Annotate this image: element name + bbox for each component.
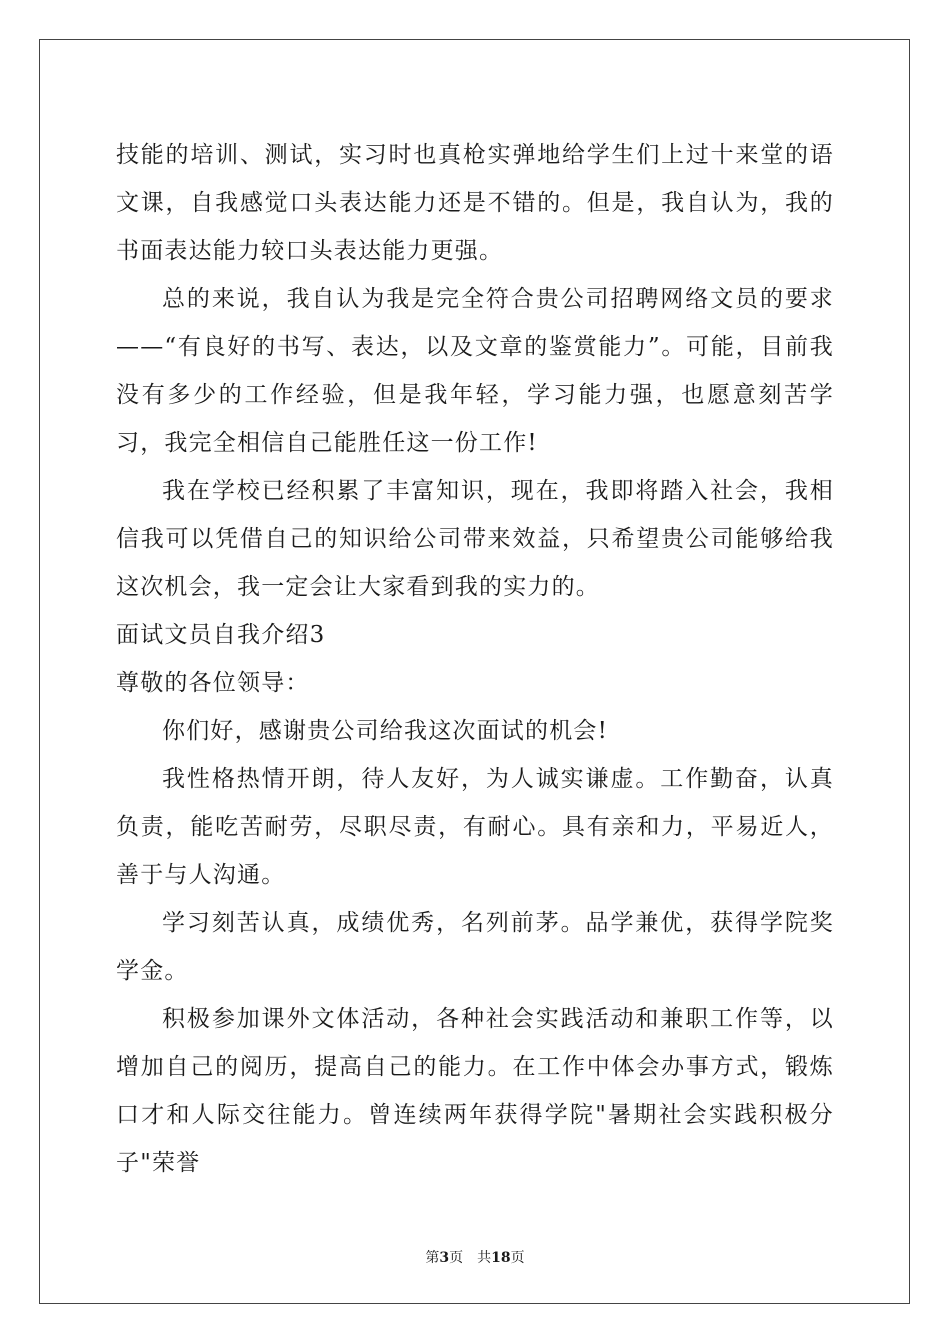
paragraph-1: 技能的培训、测试，实习时也真枪实弹地给学生们上过十来堂的语文课，自我感觉口头表达能力还是不错的。但是，我自认为，我的书面表达能力较口头表达能力更强。 <box>116 142 834 264</box>
page-prefix: 第 <box>425 1250 440 1266</box>
page-current: 3 <box>439 1250 450 1266</box>
salutation: 尊敬的各位领导： <box>116 670 310 696</box>
paragraph-activities: 积极参加课外文体活动，各种社会实践活动和兼职工作等，以增加自己的阅历，提高自己的能力。在工作中体会办事方式，锻炼口才和人际交往能力。曾连续两年获得学院"暑期社会实践积极分子"荣誉 <box>116 1006 834 1176</box>
page-footer <box>0 1247 950 1267</box>
page-unit: 页 <box>449 1250 464 1266</box>
paragraph-2: 总的来说，我自认为我是完全符合贵公司招聘网络文员的要求——“有良好的书写、表达，以及文章的鉴赏能力”。可能，目前我没有多少的工作经验，但是我年轻，学习能力强，也愿意刻苦学习，我完全相信自己能胜任这一份工作! <box>116 286 834 456</box>
paragraph-personality: 我性格热情开朗，待人友好，为人诚实谦虚。工作勤奋，认真负责，能吃苦耐劳，尽职尽责，有耐心。具有亲和力，平易近人，善于与人沟通。 <box>116 766 834 888</box>
total-unit: 页 <box>510 1250 525 1266</box>
section-heading: 面试文员自我介绍3 <box>116 622 326 648</box>
total-prefix: 共 <box>477 1250 492 1266</box>
paragraph-study: 学习刻苦认真，成绩优秀，名列前茅。品学兼优，获得学院奖学金。 <box>116 910 834 984</box>
page-total: 18 <box>491 1250 511 1266</box>
paragraph-greeting: 你们好，感谢贵公司给我这次面试的机会! <box>162 718 609 744</box>
paragraph-3: 我在学校已经积累了丰富知识，现在，我即将踏入社会，我相信我可以凭借自己的知识给公司带来效益，只希望贵公司能够给我这次机会，我一定会让大家看到我的实力的。 <box>116 478 834 600</box>
document-body <box>116 131 834 1187</box>
